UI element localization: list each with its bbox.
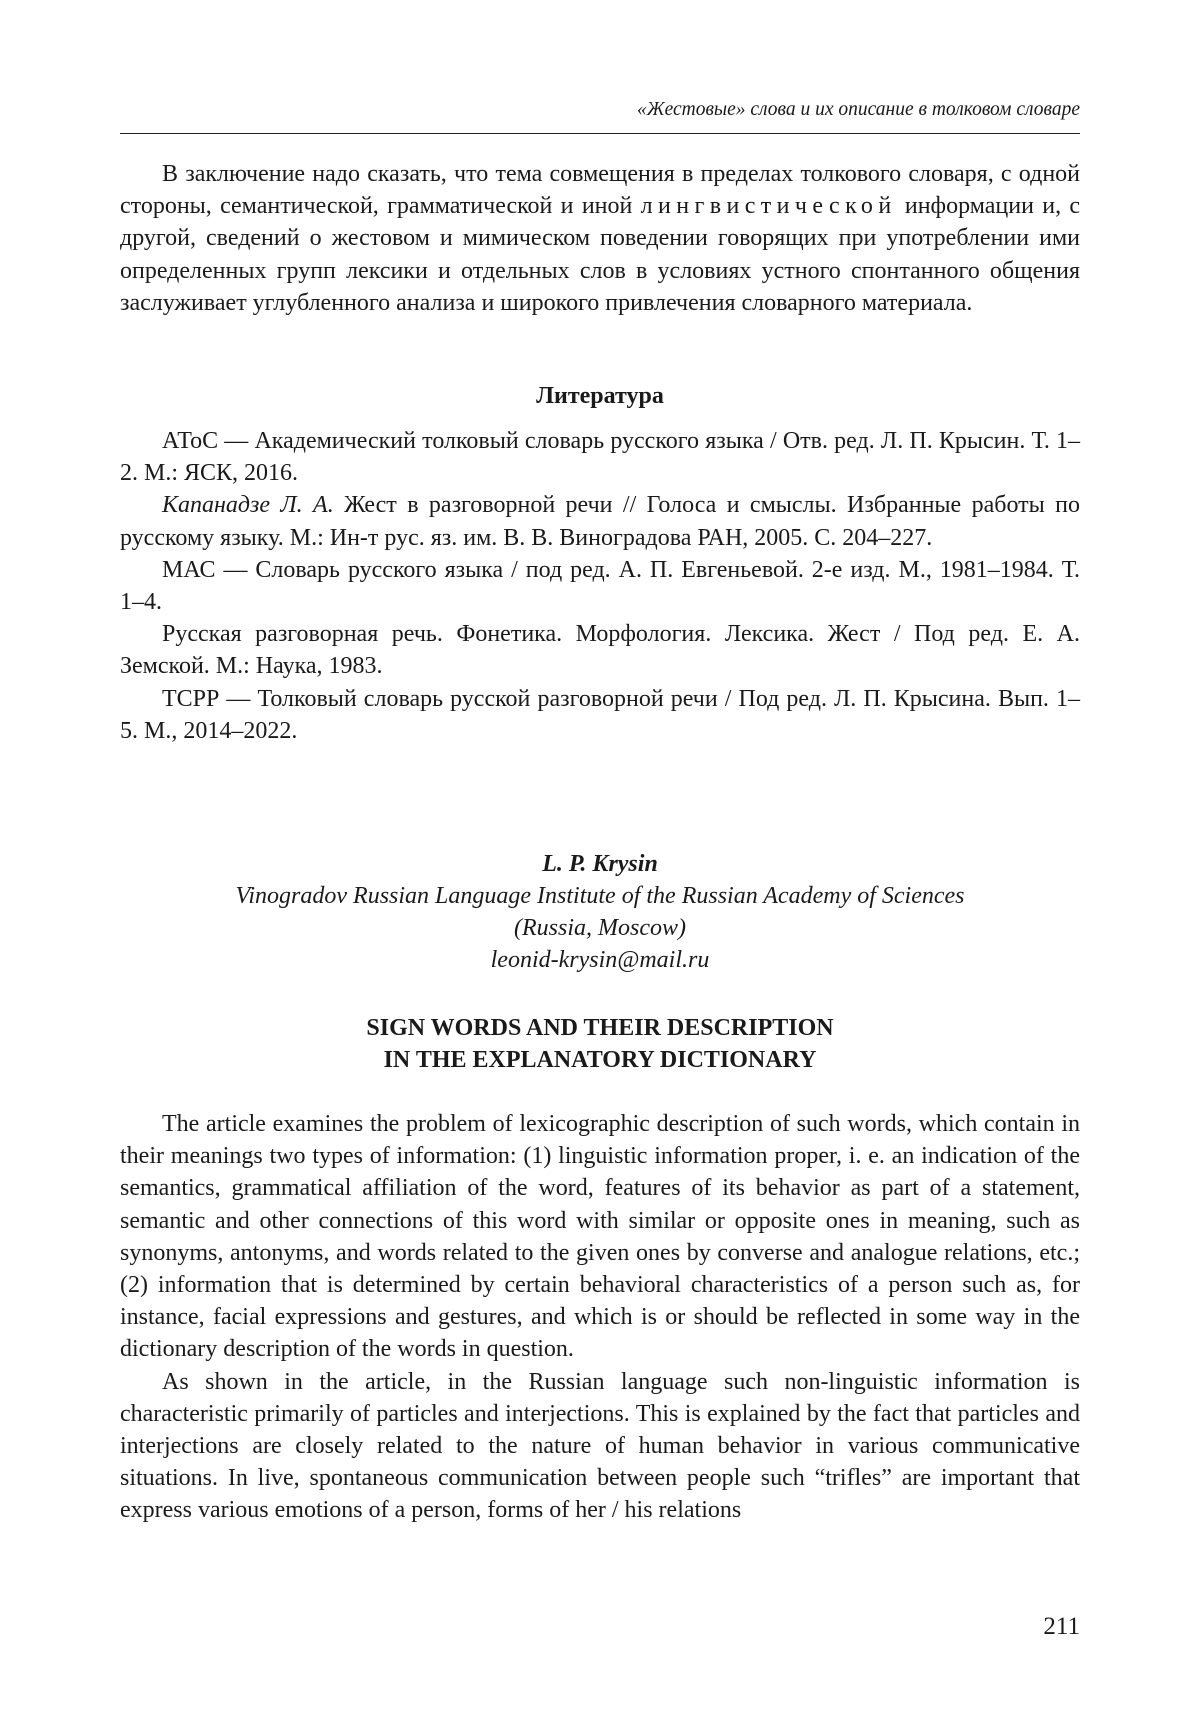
conclusion-spaced-word: лингвистической [640,193,897,220]
reference-text: Жест в разговорной речи // Голоса и смыслы. Избранные работы по русскому языку. М.: Ин-т рус. яз. им. В. В. Виноградова РАН, 2005. С. 204–227. [120,492,1080,551]
author-affiliation: Vinogradov Russian Language Institute of the Russian Academy of Sciences [235,883,965,909]
author-location: (Russia, Moscow) [514,915,686,941]
reference-text: ТСРР — Толковый словарь русской разговорной речи / Под ред. Л. П. Крысина. Вып. 1–5. М., 2014–2022. [120,685,1080,744]
conclusion-section [120,158,1080,319]
conclusion-paragraph [120,158,1080,319]
reference-text: АТоС — Академический толковый словарь русского языка / Отв. ред. Л. П. Крысин. Т. 1–2. М.: ЯСК, 2016. [120,428,1080,487]
reference-item [120,425,1080,489]
reference-text: Русская разговорная речь. Фонетика. Морфология. Лексика. Жест / Под ред. Е. А. Земской. М.: Наука, 1983. [120,621,1080,680]
reference-text: МАС — Словарь русского языка / под ред. А. П. Евгеньевой. 2-е изд. М., 1981–1984. Т. 1–4. [120,556,1080,616]
reference-item [120,554,1080,618]
reference-item [120,683,1080,747]
reference-author: Капанадзе Л. А. [162,492,334,519]
header-rule [120,133,1080,134]
author-email: leonid-krysin@mail.ru [490,947,710,973]
conclusion-text-end: информации и, с другой, сведений о жестовом и мимическом поведении говорящих при употреблении ими определенных групп лексики и отдельных слов в условиях устного спонтанного общения заслуживает углубленного анализа и широкого привлечения словарного материала. [120,193,1081,316]
abstract-paragraph-1: The article examines the problem of lexicographic description of such words, which contain in their meanings two types of information: (1) linguistic information proper, i. e. an indication of the semantics, grammatical affiliation of the word, features of its behavior as part of a statement, semantic and other connections of this word with similar or opposite ones in meaning, such as synonyms, antonyms, and words related to the given ones by converse and analogue relations, etc.; (2) information that is determined by certain behavioral characteristics of a person such as, for instance, facial expressions and gestures, and which is or should be reflected in some way in the dictionary description of the words in question. [120,1111,1080,1363]
reference-list [120,425,1080,747]
english-title-line-1: SIGN WORDS AND THEIR DESCRIPTION [366,1015,834,1041]
english-title [120,1012,1080,1076]
abstract-paragraph-2: As shown in the article, in the Russian language such non-linguistic information is characteristic primarily of particles and interjections. This is explained by the fact that particles and interjections are closely related to the nature of human behavior in various communicative situations. In live, spontaneous communication between people such “trifles” are important that express various emotions of a person, forms of her / his relations [120,1368,1080,1524]
english-title-line-2: IN THE EXPLANATORY DICTIONARY [383,1047,817,1073]
abstract-section [120,1108,1080,1527]
author-block [120,848,1080,976]
literature-heading: Литература [536,383,664,409]
reference-item [120,618,1080,682]
page-number: 211 [1043,1613,1080,1640]
conclusion-text-start: В заключение надо сказать, что тема совмещения в пределах толкового словаря, с одной стороны, семантической, грамматической и иной [120,161,1080,220]
reference-item [120,489,1080,553]
author-name: L. P. Krysin [542,851,658,877]
running-head: «Жестовые» слова и их описание в толковом словаре [636,99,1080,120]
